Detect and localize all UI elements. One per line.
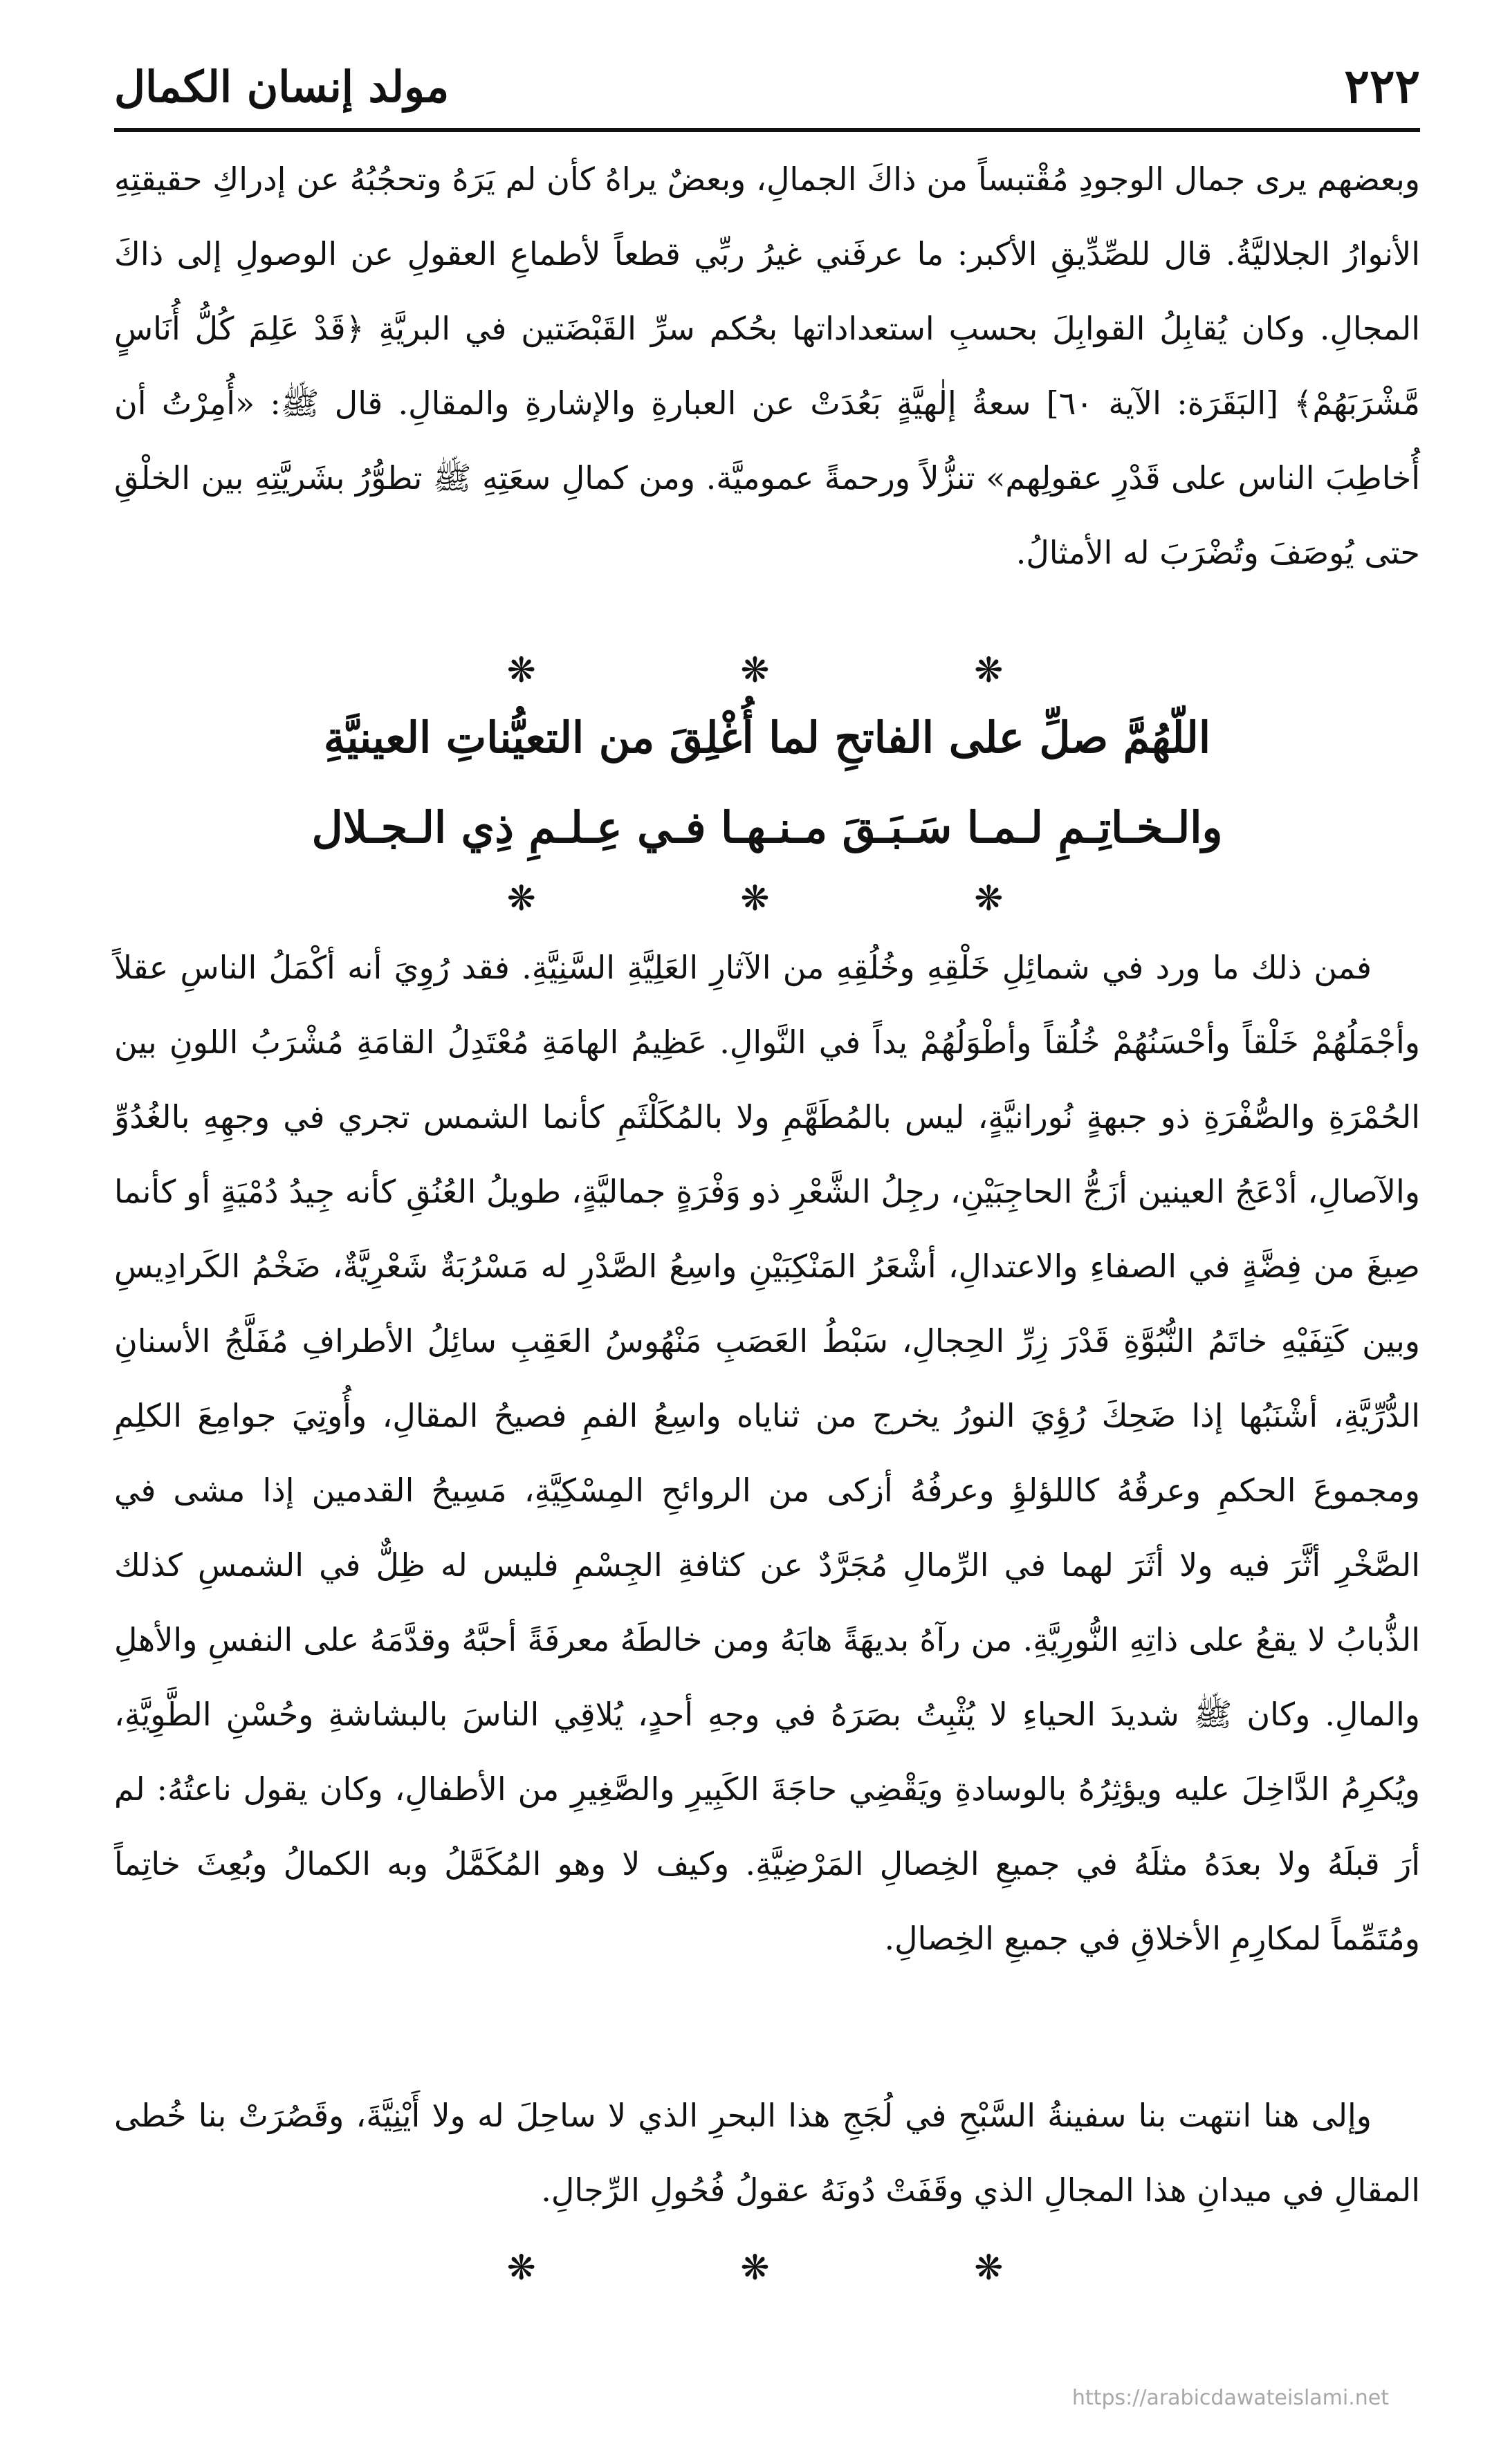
ornament-divider: ❋ ❋ ❋ [506, 878, 1101, 918]
ornament-divider: ❋ ❋ ❋ [506, 650, 1101, 690]
salawat-line-1: اللّهُمَّ صلِّ على الفاتحِ لما أُغْلِقَ من التعيُّناتِ العينيَّةِ [323, 712, 1211, 763]
paragraph: وإلى هنا انتهت بنا سفينةُ السَّبْحِ في لُجَجِ هذا البحرِ الذي لا ساحِلَ له ولا أَيْنِيَّةَ، وقَصُرَتْ بنا خُطى المقالِ في ميدانِ هذا المجالِ الذي وقَفَتْ دُونَهُ عقولُ فُحُولِ الرِّجالِ. [114, 2097, 1420, 2209]
running-title: مولد إنسان الكمال [114, 61, 450, 112]
watermark-url: https://arabicdawateislami.net [1071, 2386, 1389, 2410]
paragraph: وبعضهم يرى جمال الوجودِ مُقْتبساً من ذاكَ الجمالِ، وبعضٌ يراهُ كأن لم يَرَهُ وتحجُبُهُ عن إدراكِ حقيقتِهِ الأنوارُ الجلاليَّةُ. قال للصِّدِّيقِ الأكبر: ما عرفَني غيرُ ربِّي قطعاً لأطماعِ العقولِ عن الوصولِ إلى ذاكَ المجالِ. وكان يُقابِلُ القوابِلَ بحسبِ استعداداتها بحُكم سرِّ القَبْضَتين في البريَّةِ ﴿قَدْ عَلِمَ كُلُّ أُنَاسٍ مَّشْرَبَهُمْ﴾ [البَقَرَة: الآية ٦٠] سعةُ إلٰهيَّةٍ بَعُدَتْ عن العبارةِ والإشارةِ والمقالِ. قال ﷺ: «أُمِرْتُ أن أُخاطِبَ الناس على قَدْرِ عقولِهم» تنزُّلاً ورحمةً عموميَّة. ومن كمالِ سعَتِهِ ﷺ تطوُّرُ بشَريَّتِهِ بين الخلْقِ حتى يُوصَفَ وتُضْرَبَ له الأمثالُ. [114, 160, 1421, 571]
ornament-divider: ❋ ❋ ❋ [506, 2248, 1101, 2288]
main-text [114, 930, 1420, 1976]
page-number: ٢٢٢ [1344, 59, 1420, 114]
closing-text [114, 2078, 1420, 2227]
page-header [114, 48, 1420, 124]
paragraph: فمن ذلك ما ورد في شمائِلِ خَلْقِهِ وخُلُقِهِ من الآثارِ العَلِيَّةِ السَّنِيَّةِ. فقد رُوِيَ أنه أكْمَلُ الناسِ عقلاً وأجْمَلُهُمْ خَلْقاً وأحْسَنُهُمْ خُلُقاً وأطْوَلُهُمْ يداً في النَّوالِ. عَظِيمُ الهامَةِ مُعْتَدِلُ القامَةِ مُشْرَبُ اللونِ بين الحُمْرَةِ والصُّفْرَةِ ذو جبهةٍ نُورانيَّةٍ، ليس بالمُطَهَّمِ ولا بالمُكَلْثَمِ كأنما الشمس تجري في وجهِهِ بالغُدُوِّ والآصالِ، أدْعَجُ العينين أزَجُّ الحاجِبَيْنِ، رجِلُ الشَّعْرِ ذو وَفْرَةٍ جماليَّةٍ، طويلُ العُنُقِ كأنه جِيدُ دُمْيَةٍ أو كأنما صِيغَ من فِضَّةٍ في الصفاءِ والاعتدالِ، أشْعَرُ المَنْكِبَيْنِ واسِعُ الصَّدْرِ له مَسْرُبَةٌ شَعْرِيَّةٌ، ضَخْمُ الكَرادِيسِ وبين كَتِفَيْهِ خاتَمُ النُّبُوَّةِ قَدْرَ زِرِّ الحِجالِ، سَبْطُ العَصَبِ مَنْهُوسُ العَقِبِ سائِلُ الأطرافِ مُفَلَّجُ الأسنانِ الدُّرِّيَّةِ، أشْنَبُها إذا ضَحِكَ رُؤِيَ النورُ يخرج من ثناياه واسِعُ الفمِ فصيحُ المقالِ، وأُوتِيَ جوامِعَ الكلِمِ ومجموعَ الحكمِ وعرقُهُ كاللؤلؤِ وعرفُهُ أزكى من الروائحِ المِسْكِيَّةِ، مَسِيحُ القدمين إذا مشى في الصَّخْرِ أثَّرَ فيه ولا أثَرَ لهما في الرِّمالِ مُجَرَّدٌ عن كثافةِ الجِسْمِ فليس له ظِلٌّ في الشمسِ كذلك الذُّبابُ لا يقعُ على ذاتِهِ النُّورِيَّةِ. من رآهُ بديهَةً هابَهُ ومن خالطَهُ معرفَةً أحبَّهُ وقدَّمَهُ على النفسِ والأهلِ والمالِ. وكان ﷺ شديدَ الحياءِ لا يُثْبِتُ بصَرَهُ في وجهِ أحدٍ، يُلاقِي الناسَ بالبشاشةِ وحُسْنِ الطَّوِيَّةِ، ويُكرِمُ الدَّاخِلَ عليه ويؤثِرُهُ بالوسادةِ ويَقْضِي حاجَةَ الكَبِيرِ والصَّغِيرِ من الأطفالِ، وكان يقول ناعتُهُ: لم أرَ قبلَهُ ولا بعدَهُ مثلَهُ في جميعِ الخِصالِ المَرْضِيَّةِ. وكيف لا وهو المُكَمَّلُ وبه الكمالُ وبُعِثَ خاتِماً ومُتَمِّماً لمكارِمِ الأخلاقِ في جميعِ الخِصالِ. [114, 949, 1420, 1957]
opening-text [114, 142, 1420, 590]
header-rule [114, 128, 1420, 132]
salawat-line-2: والـخـاتِـمِ لـمـا سَـبَـقَ مـنـهـا فـي عِـلـمِ ذِي الـجـلال [311, 802, 1223, 853]
